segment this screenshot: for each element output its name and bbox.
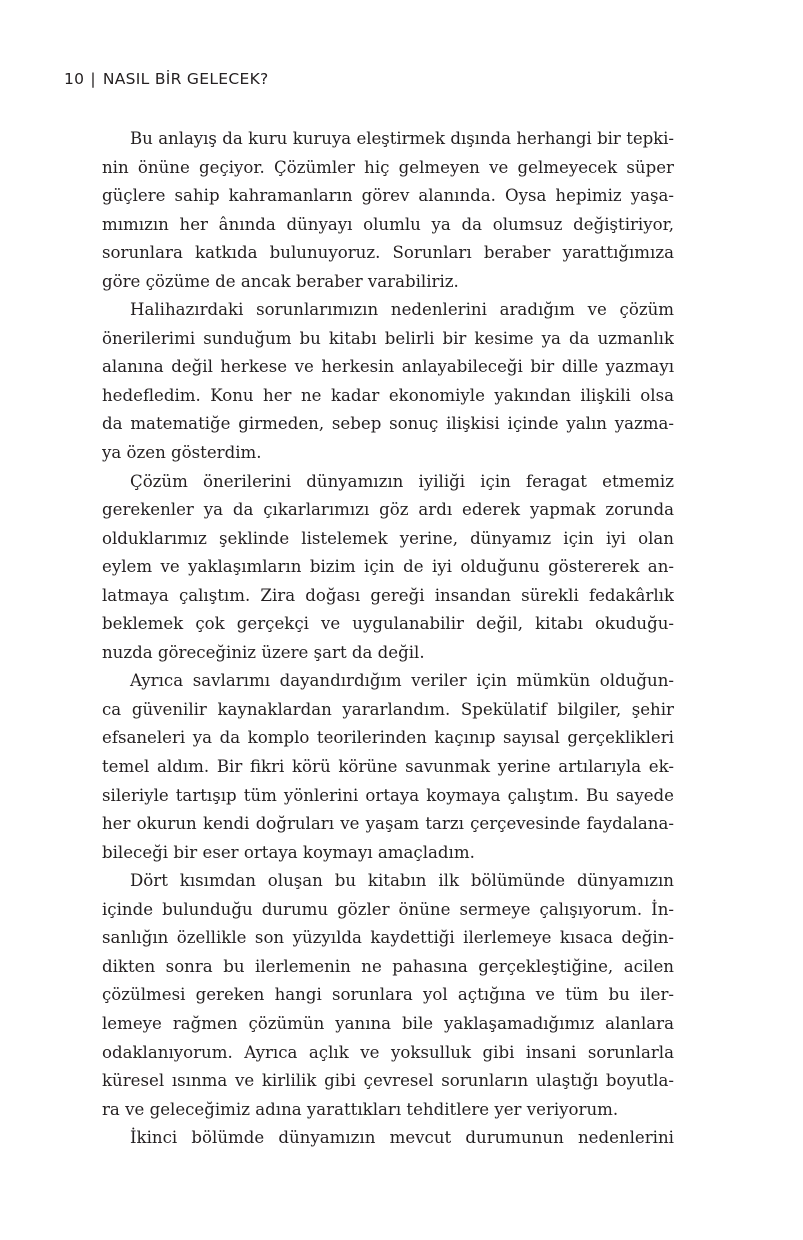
text-line: çözülmesi gereken hangi sorunlara yol açtığına ve tüm bu iler- — [102, 985, 674, 1005]
running-header — [64, 68, 269, 90]
text-line: latmaya çalıştım. Zira doğası gereği insandan sürekli fedakârlık — [102, 585, 674, 605]
text-line: önerilerimi sunduğum bu kitabı belirli bir kesime ya da uzmanlık — [102, 328, 674, 348]
paragraph — [102, 867, 674, 1124]
text-line: Bu anlayış da kuru kuruya eleştirmek dışında herhangi bir tepki- — [130, 129, 674, 148]
text-line: temel aldım. Bir fikri körü körüne savunmak yerine artılarıyla ek- — [102, 757, 674, 777]
text-line: nin önüne geçiyor. Çözümler hiç gelmeyen ve gelmeyecek süper — [102, 157, 674, 177]
paragraph — [102, 667, 674, 867]
text-line: ra ve geleceğimiz adına yarattıkları tehditlere yer veriyorum. — [102, 1099, 619, 1119]
text-line: küresel ısınma ve kirlilik gibi çevresel sorunların ulaştığı boyutla- — [102, 1071, 674, 1091]
text-line: İkinci bölümde dünyamızın mevcut durumunun nedenlerini — [130, 1128, 674, 1148]
text-line: odaklanıyorum. Ayrıca açlık ve yoksulluk gibi insani sorunlarla — [102, 1042, 674, 1062]
text-line: Halihazırdaki sorunlarımızın nedenlerini aradığım ve çözüm — [130, 300, 674, 320]
text-line: ya özen gösterdim. — [102, 443, 262, 463]
text-line: sileriyle tartışıp tüm yönlerini ortaya koymaya çalıştım. Bu sayede — [102, 785, 674, 805]
text-line: ca güvenilir kaynaklardan yararlandım. Spekülatif bilgiler, şehir — [102, 699, 674, 719]
text-line: da matematiğe girmeden, sebep sonuç ilişkisi içinde yalın yazma- — [102, 414, 674, 434]
text-line: beklemek çok gerçekçi ve uygulanabilir değil, kitabı okuduğu- — [102, 614, 674, 634]
paragraph — [102, 125, 674, 296]
text-line: Çözüm önerilerini dünyamızın iyiliği için feragat etmemiz — [130, 471, 674, 491]
text-line: efsaneleri ya da komplo teorilerinden kaçınıp sayısal gerçeklikleri — [102, 728, 674, 748]
text-line: hedefledim. Konu her ne kadar ekonomiyle yakından ilişkili olsa — [102, 385, 674, 405]
text-line: sorunlara katkıda bulunuyoruz. Sorunları beraber yarattığımıza — [102, 243, 674, 263]
text-line: sanlığın özellikle son yüzyılda kaydettiği ilerlemeye kısaca değin- — [102, 928, 674, 948]
text-line: içinde bulunduğu durumu gözler önüne sermeye çalışıyorum. İn- — [102, 899, 674, 919]
text-line: nuzda göreceğiniz üzere şart da değil. — [102, 642, 425, 662]
text-line: Dört kısımdan oluşan bu kitabın ilk bölümünde dünyamızın — [130, 871, 674, 891]
text-line: dikten sonra bu ilerlemenin ne pahasına gerçekleştiğine, acilen — [102, 956, 674, 976]
body-text — [102, 125, 674, 1153]
text-line: bileceği bir eser ortaya koymayı amaçladım. — [102, 842, 475, 862]
paragraph — [102, 468, 674, 668]
text-line: alanına değil herkese ve herkesin anlayabileceği bir dille yazmayı — [102, 357, 674, 377]
text-line: güçlere sahip kahramanların görev alanında. Oysa hepimiz yaşa- — [102, 186, 674, 206]
paragraph — [102, 1124, 674, 1153]
text-line: olduklarımız şeklinde listelemek yerine, dünyamız için iyi olan — [102, 528, 674, 548]
book-title: NASIL BİR GELECEK? — [102, 70, 269, 88]
text-line: Ayrıca savlarımı dayandırdığım veriler için mümkün olduğun- — [130, 671, 674, 691]
text-line: mımızın her ânında dünyayı olumlu ya da olumsuz değiştiriyor, — [102, 214, 674, 234]
paragraph — [102, 296, 674, 467]
text-line: eylem ve yaklaşımların bizim için de iyi olduğunu göstererek an- — [102, 557, 674, 577]
header-separator: | — [90, 70, 96, 88]
text-line: lemeye rağmen çözümün yanına bile yaklaşamadığımız alanlara — [102, 1013, 674, 1033]
text-line: göre çözüme de ancak beraber varabiliriz. — [102, 271, 459, 291]
page-number: 10 — [64, 70, 85, 88]
text-line: her okurun kendi doğruları ve yaşam tarzı çerçevesinde faydalana- — [102, 814, 674, 834]
text-line: gerekenler ya da çıkarlarımızı göz ardı ederek yapmak zorunda — [102, 500, 674, 520]
